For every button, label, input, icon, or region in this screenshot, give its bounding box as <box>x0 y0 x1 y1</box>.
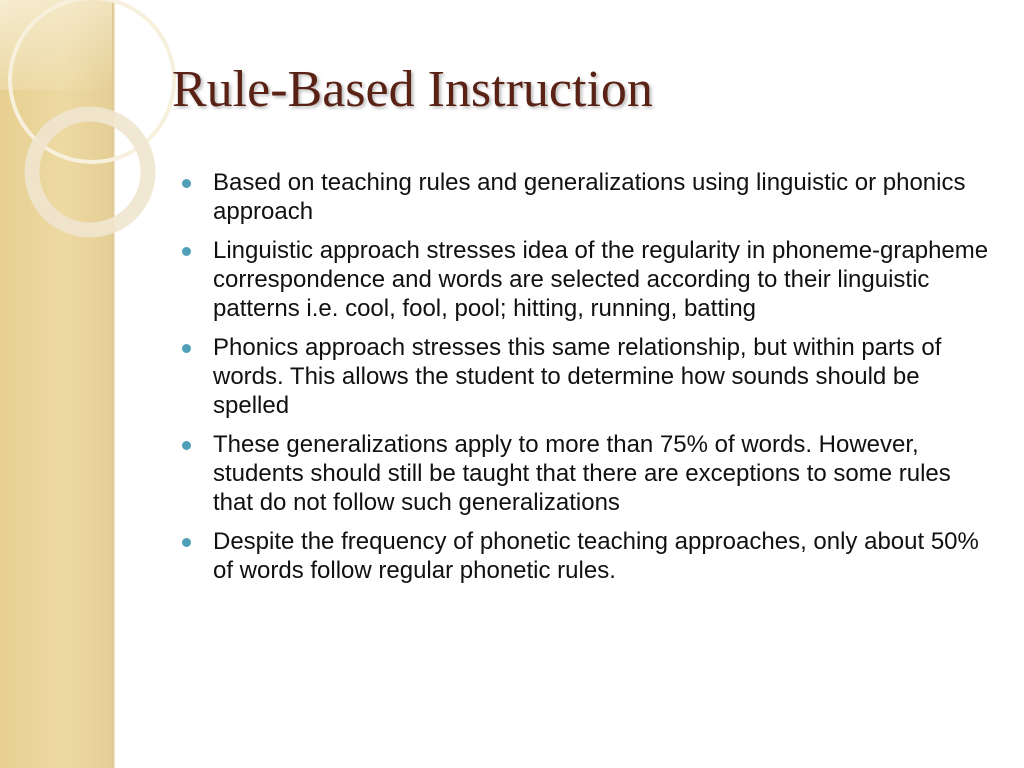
bullet-text: Despite the frequency of phonetic teaching approaches, only about 50% of words follow regular phonetic rules. <box>213 528 979 584</box>
bullet-dot-icon <box>182 247 191 256</box>
bullet-item <box>182 430 997 517</box>
bullet-item <box>182 236 997 323</box>
bullet-text: Phonics approach stresses this same relationship, but within parts of words. This allows the student to determine how sounds should be spelled <box>213 334 942 419</box>
bullet-text: Based on teaching rules and generalizations using linguistic or phonics approach <box>213 169 966 225</box>
bullet-list <box>182 168 997 595</box>
bullet-item <box>182 333 997 420</box>
decorative-thick-ring <box>32 114 148 230</box>
bullet-item <box>182 168 997 226</box>
bullet-text: Linguistic approach stresses idea of the regularity in phoneme-grapheme correspondence and words are selected according to their linguistic patterns i.e. cool, fool, pool; hitting, running, batting <box>213 237 989 322</box>
bullet-dot-icon <box>182 441 191 450</box>
slide-title: Rule-Based Instruction <box>172 61 653 118</box>
bullet-text: These generalizations apply to more than 75% of words. However, students should still be taught that there are exceptions to some rules that do not follow such generalizations <box>213 431 951 516</box>
bullet-dot-icon <box>182 538 191 547</box>
bullet-dot-icon <box>182 344 191 353</box>
bullet-item <box>182 527 997 585</box>
bullet-dot-icon <box>182 179 191 188</box>
decorative-circles <box>0 0 200 280</box>
